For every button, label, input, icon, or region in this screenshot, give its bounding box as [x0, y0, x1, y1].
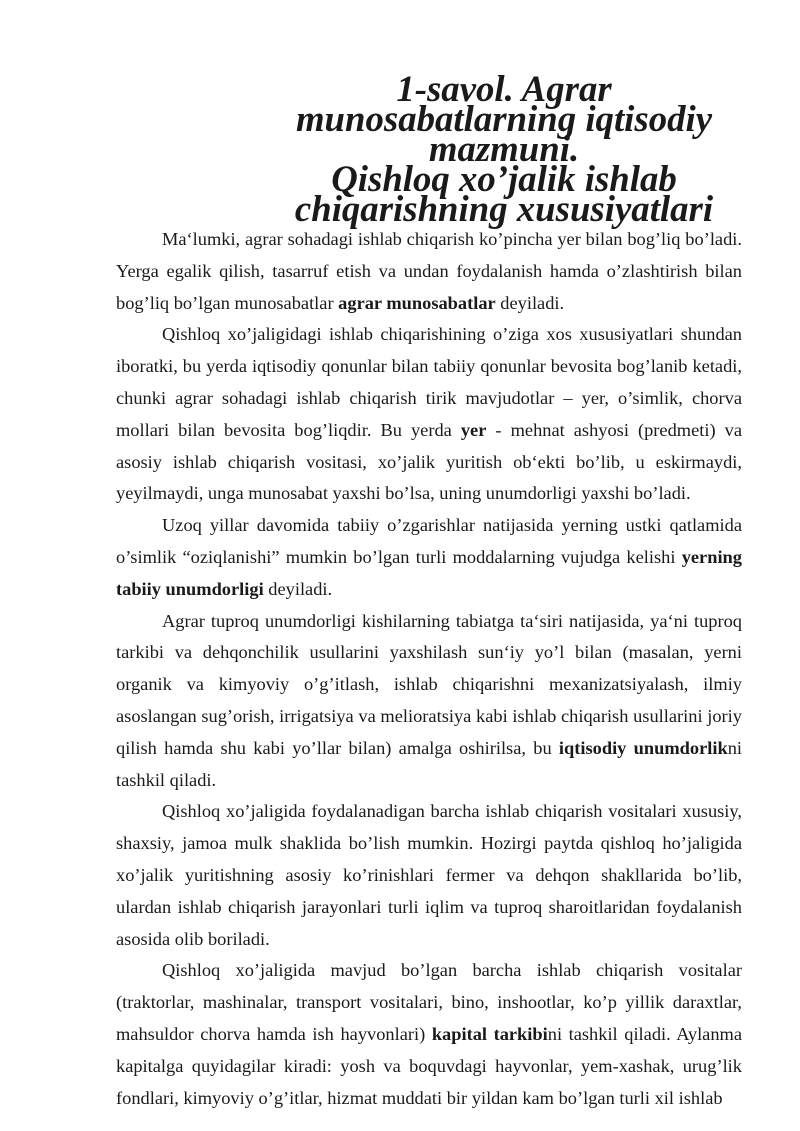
term-agrar-munosabatlar: agrar munosabatlar [338, 292, 496, 313]
paragraph [116, 955, 742, 1114]
text-run: - mehnat ashyosi (predmeti) va asosiy ishlab chiqarish vositasi, xo’jalik yuritish ob‘ekti bo’lib, u eskirmaydi, yeyilmaydi, unga munosabat yaxshi bo’lsa, uning unumdorligi yaxshi bo’ladi. [116, 419, 742, 504]
text-run: Qishloq xo’jaligida mavjud bo’lgan barcha ishlab chiqarish vositalar (traktorlar, mashinalar, transport vositalari, bino, inshootlar, ko’p yillik daraxtlar, mahsuldor chorva hamda ish hayvonlari) [116, 960, 742, 1044]
paragraph [116, 796, 742, 955]
heading-line-1: 1-savol. Agrar munosabatlarning iqtisodiy mazmuni. [295, 68, 713, 169]
text-run: ni tashkil qiladi. Aylanma kapitalga quyidagilar kiradi: yosh va boquvdagi hayvonlar, yem-xashak, urug’lik fondlari, kimyoviy o’g’itlar, hizmat muddati bir yildan kam bo’lgan turli xil ishlab [116, 1023, 743, 1108]
text-run: Ma‘lumki, agrar sohadagi ishlab chiqarish ko’pincha yer bilan bog’liq bo’ladi. Yerga egalik qilish, tasarruf etish va undan foydalanish hamda o’zlashtirish bilan bog’liq bo’lgan munosabatlar [116, 229, 742, 313]
term-tabiiy-unumdorlik: yerning tabiiy unumdorligi [116, 546, 742, 599]
text-run: deyiladi. [495, 292, 565, 313]
paragraph [116, 606, 742, 797]
text-run: Agrar tuproq unumdorligi kishilarning tabiatga ta‘siri natijasida, ya‘ni tuproq tarkibi va dehqonchilik usullarini yaxshilash sun‘iy yo’l bilan (masalan, yerni organik va kimyoviy o’g’itlash, ishlab chiqarishni mexanizatsiyalash, ilmiy asoslangan sug’orish, irrigatsiya va melioratsiya kabi ishlab chiqarish usullarini joriy qilish hamda shu kabi yo’llar bilan) amalga oshirilsa, bu [116, 610, 742, 758]
paragraph [116, 319, 742, 510]
heading-line-2: Qishloq xo’jalik ishlab chiqarishning xususiyatlari [294, 158, 714, 229]
text-run: Qishloq xo’jaligida foydalanadigan barcha ishlab chiqarish vositalari xususiy, shaxsiy, jamoa mulk shaklida bo’lish mumkin. Hozirgi paytda qishloq ho’jaligida xo’jalik yuritishning asosiy ko’rinishlari fermer va dehqon shakllarida bo’lib, ulardan ishlab chiqarish jarayonlari turli iqlim va tuproq sharoitlaridan foydalanish asosida olib boriladi. [116, 801, 742, 949]
paragraph [116, 224, 742, 319]
text-run: ni tashkil qiladi. [116, 737, 743, 790]
section-heading [116, 68, 742, 229]
term-iqtisodiy-unumdorlik: iqtisodiy unumdorlik [558, 737, 728, 758]
text-run: Qishloq xo’jaligidagi ishlab chiqarishining o’ziga xos xususiyatlari shundan iboratki, bu yerda iqtisodiy qonunlar bilan tabiiy qonunlar bevosita bog’lanib ketadi, chunki agrar sohadagi ishlab chiqarish tirik mavjudotlar – yer, o’simlik, chorva mollari bilan bevosita bog’liqdir. Bu yerda [116, 324, 742, 440]
term-yer: yer [460, 419, 487, 440]
text-run: Uzoq yillar davomida tabiiy o’zgarishlar natijasida yerning ustki qatlamida o’simlik “oziqlanishi” mumkin bo’lgan turli moddalarning vujudga kelishi [116, 515, 742, 567]
text-run: deyiladi. [263, 578, 333, 599]
term-kapital-tarkibi: kapital tarkibi [431, 1023, 548, 1044]
paragraph [116, 510, 742, 605]
